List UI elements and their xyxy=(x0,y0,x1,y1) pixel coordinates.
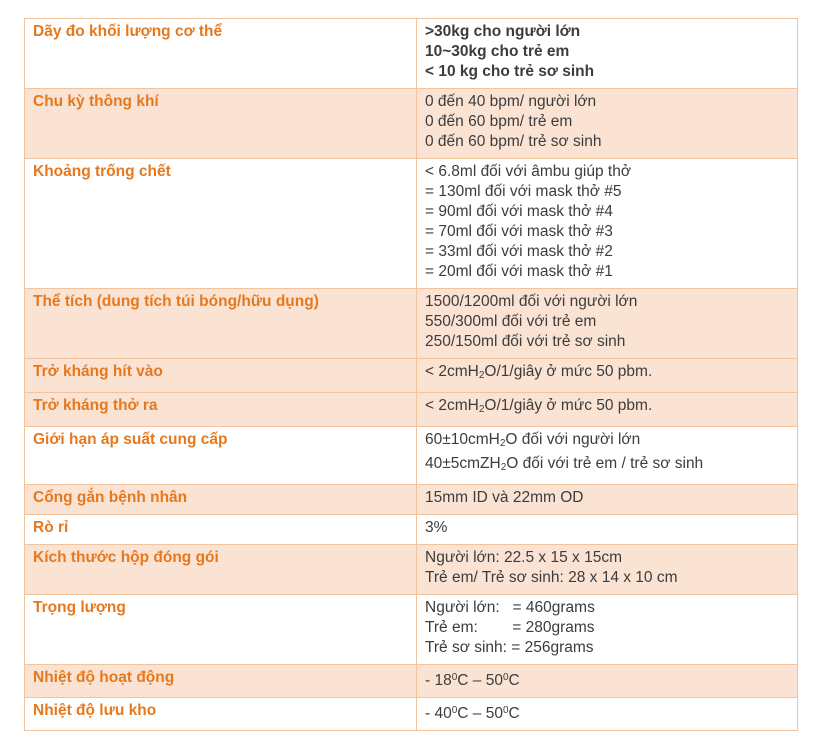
value-line: 10~30kg cho trẻ em xyxy=(425,43,570,60)
value-line: = 33ml đối với mask thở #2 xyxy=(425,243,613,260)
value-line: Trẻ em: = 280grams xyxy=(425,619,595,636)
row-value xyxy=(417,515,798,545)
value-line: < 6.8ml đối với âmbu giúp thở xyxy=(425,163,632,180)
value-line: - $40^0C - 50^0C$ xyxy=(425,705,520,722)
value-line: = 130ml đối với mask thở #5 xyxy=(425,183,622,200)
row-value xyxy=(417,289,798,359)
value-line: < 10 kg cho trẻ sơ sinh xyxy=(425,63,595,80)
row-value xyxy=(417,485,798,515)
table-row xyxy=(25,359,798,393)
row-label: Trở kháng thở ra xyxy=(25,393,417,427)
table-row xyxy=(25,545,798,595)
value-line: 250/150ml đối với trẻ sơ sinh xyxy=(425,333,626,350)
value-line: 1500/1200ml đối với người lớn xyxy=(425,293,638,310)
row-label: Trở kháng hít vào xyxy=(25,359,417,393)
table-row xyxy=(25,393,798,427)
value-line: - $18^0C - 50^0C$ xyxy=(425,672,520,689)
table-row xyxy=(25,698,798,731)
row-label: Kích thước hộp đóng gói xyxy=(25,545,417,595)
value-line: 0 đến 60 bpm/ trẻ em xyxy=(425,113,573,130)
table-row xyxy=(25,19,798,89)
value-line: < 2cmH$_2$O/1/giây ở mức 50 pbm. xyxy=(425,363,653,381)
row-label: Dãy đo khối lượng cơ thể xyxy=(25,19,417,89)
row-value xyxy=(417,359,798,393)
value-line: 550/300ml đối với trẻ em xyxy=(425,313,597,330)
row-label: Giới hạn áp suất cung cấp xyxy=(25,427,417,485)
row-value xyxy=(417,595,798,665)
row-value xyxy=(417,19,798,89)
value-line: >30kg cho người lớn xyxy=(425,23,581,40)
table-row xyxy=(25,515,798,545)
value-line: = 90ml đối với mask thở #4 xyxy=(425,203,613,220)
table-row xyxy=(25,89,798,159)
table-row xyxy=(25,665,798,698)
table-row xyxy=(25,485,798,515)
value-line: = 70ml đối với mask thở #3 xyxy=(425,223,613,240)
row-label: Trọng lượng xyxy=(25,595,417,665)
row-label: Thể tích (dung tích túi bóng/hữu dụng) xyxy=(25,289,417,359)
value-line: Trẻ sơ sinh: = 256grams xyxy=(425,639,594,656)
table-row xyxy=(25,159,798,289)
spec-table xyxy=(24,18,798,731)
row-value xyxy=(417,89,798,159)
row-value xyxy=(417,665,798,698)
row-value xyxy=(417,698,798,731)
value-line: Người lớn: = 460grams xyxy=(425,599,595,616)
row-label: Nhiệt độ hoạt động xyxy=(25,665,417,698)
value-line: 60±10cmH$_2$O đối với người lớn xyxy=(425,431,641,449)
table-row xyxy=(25,289,798,359)
value-line: Trẻ em/ Trẻ sơ sinh: 28 x 14 x 10 cm xyxy=(425,569,678,586)
row-label: Cổng gắn bệnh nhân xyxy=(25,485,417,515)
row-value xyxy=(417,159,798,289)
value-line: 0 đến 40 bpm/ người lớn xyxy=(425,93,597,110)
row-value xyxy=(417,427,798,485)
row-label: Chu kỳ thông khí xyxy=(25,89,417,159)
value-line: 40±5cmZH$_2$O đối với trẻ em / trẻ sơ sinh xyxy=(425,455,704,473)
value-line: < 2cmH$_2$O/1/giây ở mức 50 pbm. xyxy=(425,397,653,415)
value-line: = 20ml đối với mask thở #1 xyxy=(425,263,613,280)
value-line: 0 đến 60 bpm/ trẻ sơ sinh xyxy=(425,133,602,150)
row-label: Rò rỉ xyxy=(25,515,417,545)
table-row xyxy=(25,595,798,665)
value-line: Người lớn: 22.5 x 15 x 15cm xyxy=(425,549,622,566)
row-value xyxy=(417,393,798,427)
value-line: 15mm ID và 22mm OD xyxy=(425,489,584,506)
value-line: 3% xyxy=(425,519,448,536)
row-label: Nhiệt độ lưu kho xyxy=(25,698,417,731)
table-row xyxy=(25,427,798,485)
row-label: Khoảng trống chết xyxy=(25,159,417,289)
row-value xyxy=(417,545,798,595)
